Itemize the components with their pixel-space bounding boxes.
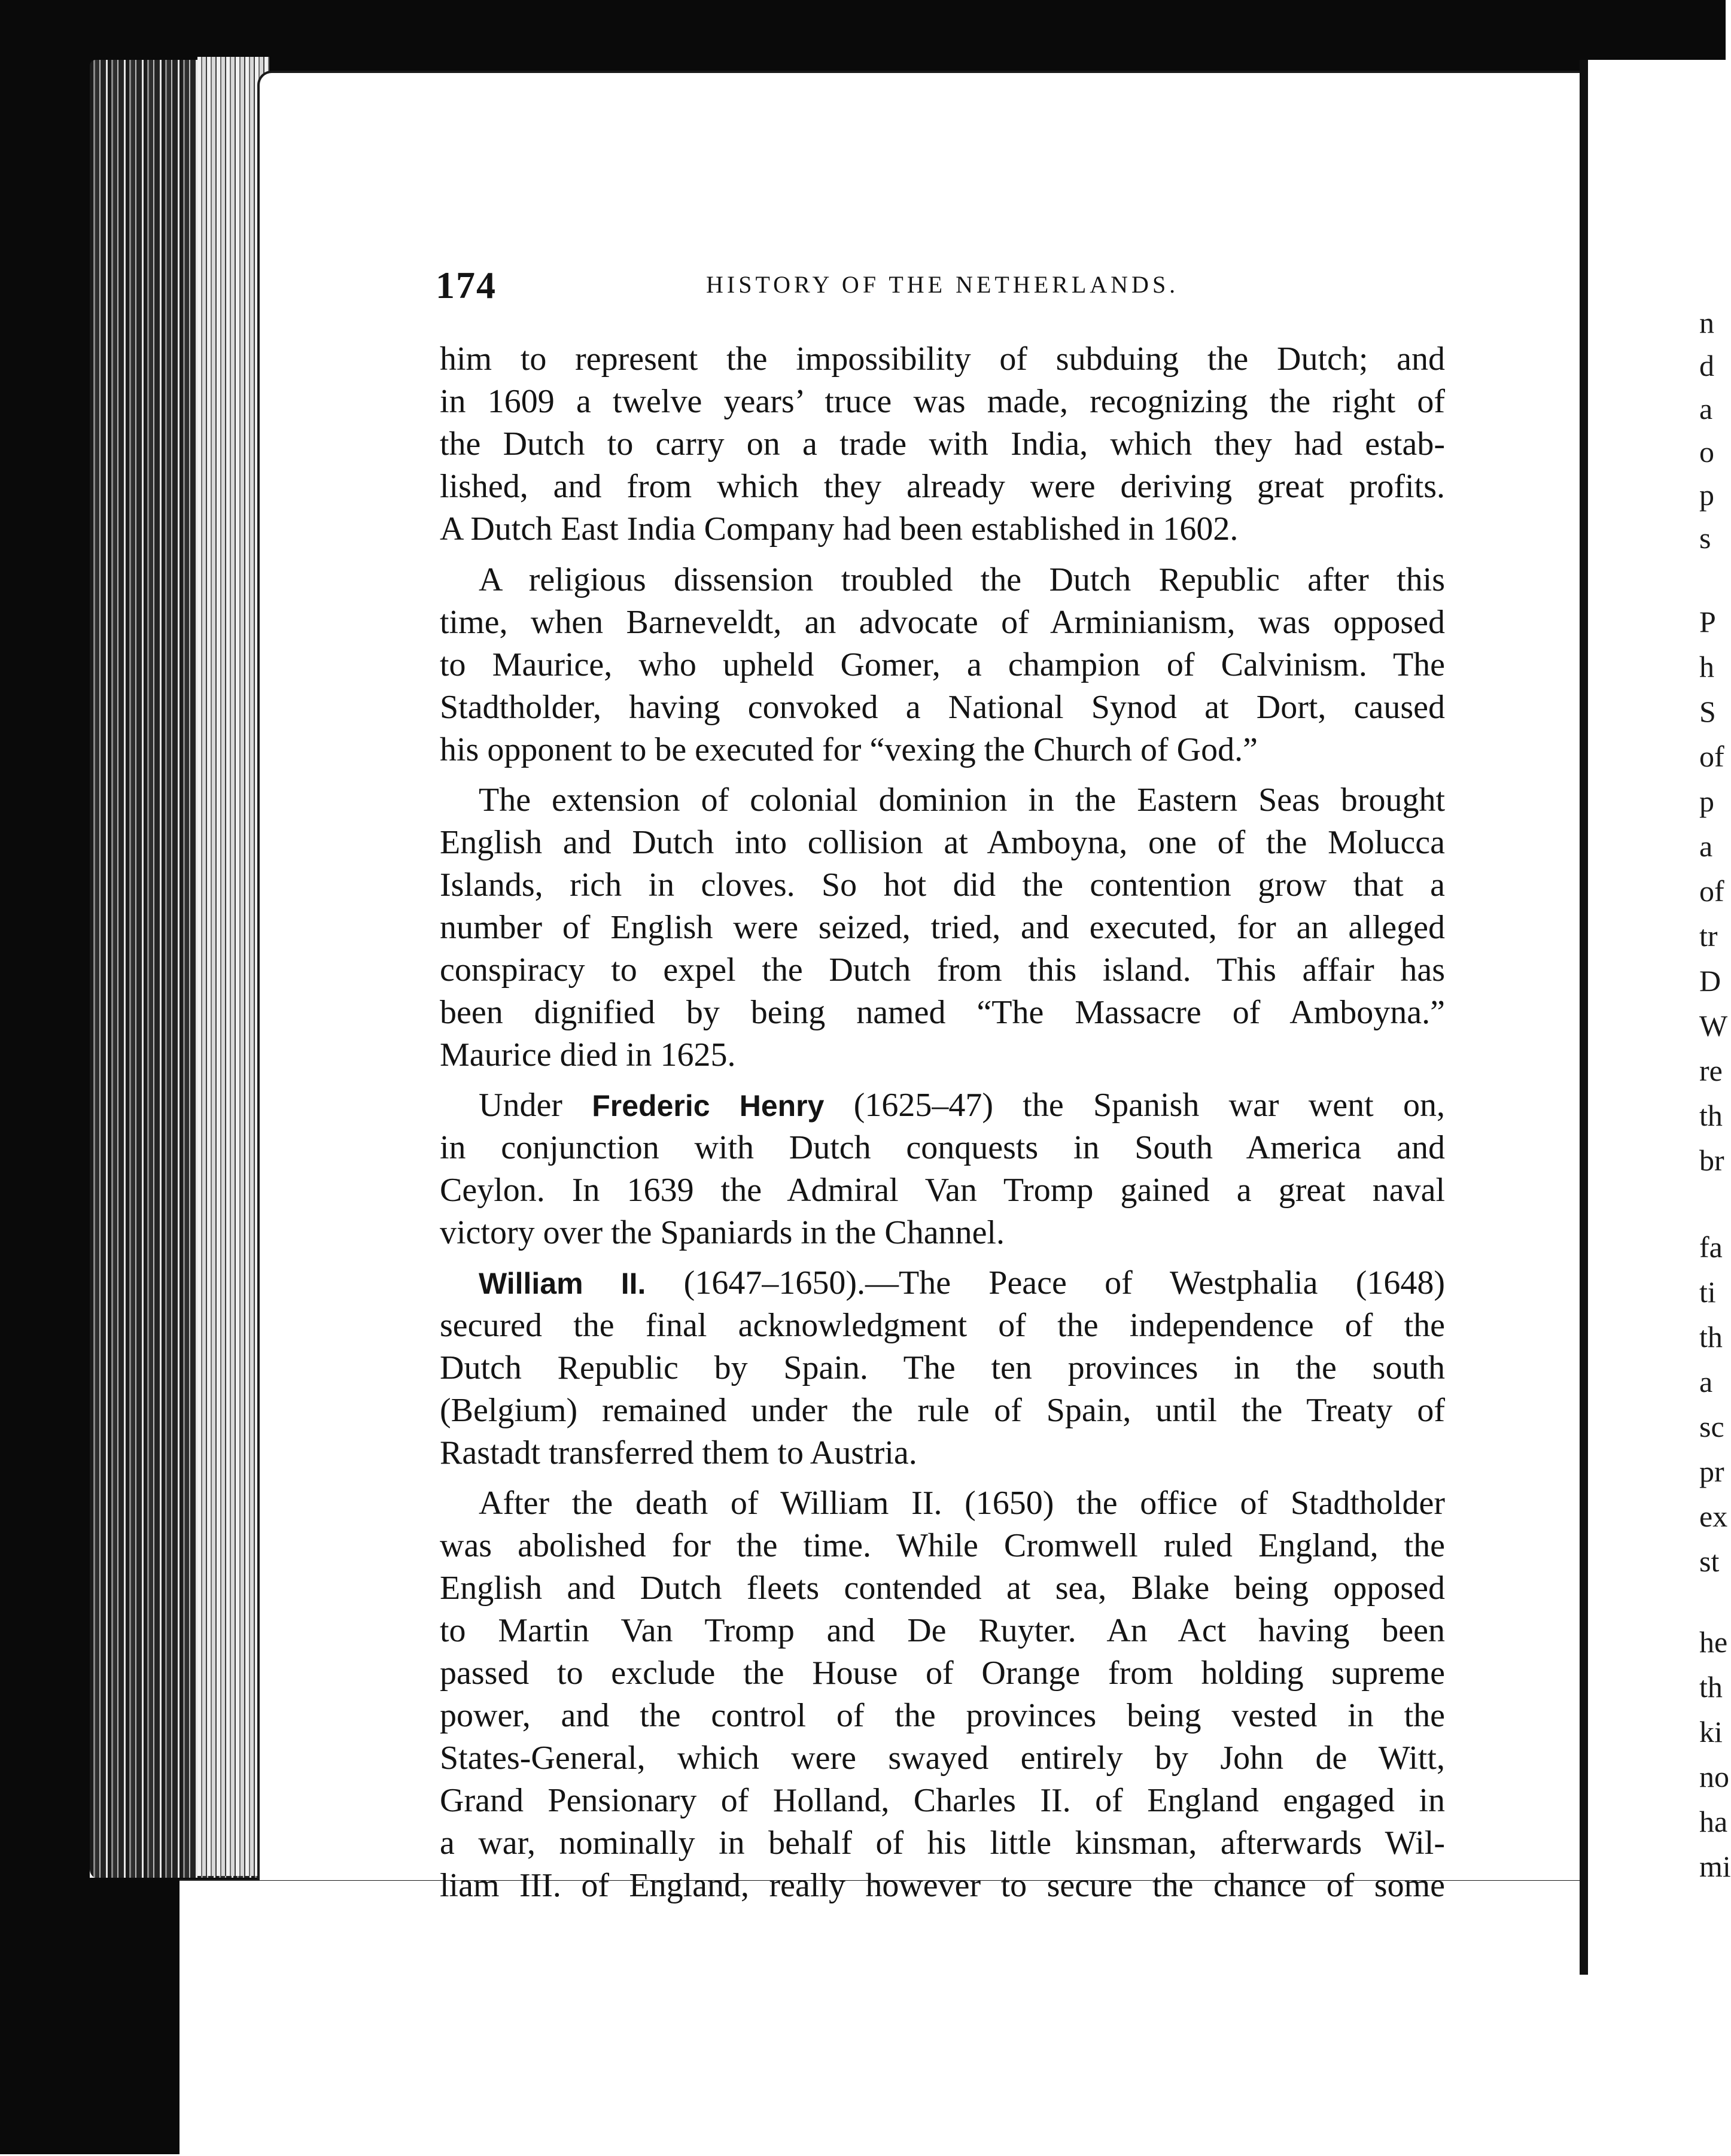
facing-fragment: st: [1699, 1544, 1720, 1578]
text-line: passed to exclude the House of Orange from holding supreme: [440, 1655, 1445, 1692]
text-line: States-General, which were swayed entirely by John de Witt,: [440, 1740, 1445, 1777]
facing-fragment: S: [1699, 695, 1716, 728]
facing-fragment: no: [1699, 1760, 1729, 1793]
facing-fragment: ti: [1699, 1275, 1716, 1309]
facing-fragment: of: [1699, 740, 1724, 773]
facing-fragment: h: [1699, 650, 1714, 683]
facing-fragment: d: [1699, 349, 1714, 382]
facing-fragment: o: [1699, 435, 1714, 469]
text-line: Rastadt transferred them to Austria.: [440, 1434, 917, 1471]
text-line: in conjunction with Dutch conquests in South America and: [440, 1129, 1445, 1166]
facing-fragment: ha: [1699, 1805, 1728, 1838]
facing-fragment: of: [1699, 874, 1724, 908]
text-line: Islands, rich in cloves. So hot did the contention grow that a: [440, 866, 1445, 904]
text-line: to Martin Van Tromp and De Ruyter. An Act having been: [440, 1612, 1445, 1649]
facing-fragment: th: [1699, 1320, 1723, 1354]
facing-fragment: p: [1699, 478, 1714, 512]
text-line: was abolished for the time. While Cromwell ruled England, the: [440, 1527, 1445, 1564]
text-line: Maurice died in 1625.: [440, 1036, 736, 1074]
facing-fragment: D: [1699, 964, 1721, 998]
text-line: English and Dutch into collision at Amboyna, one of the Molucca: [440, 824, 1445, 861]
bold-heading: William II.: [479, 1267, 646, 1300]
facing-fragment: th: [1699, 1670, 1723, 1704]
text-line: victory over the Spaniards in the Channel.: [440, 1214, 1005, 1251]
facing-fragment: fa: [1699, 1230, 1723, 1264]
text-line: a war, nominally in behalf of his little kinsman, afterwards Wil-: [440, 1824, 1445, 1862]
text-line: (Belgium) remained under the rule of Spain, until the Treaty of: [440, 1392, 1445, 1429]
text-line: power, and the control of the provinces being vested in the: [440, 1697, 1445, 1734]
facing-fragment: he: [1699, 1625, 1728, 1659]
facing-fragment: s: [1699, 521, 1711, 555]
text-line-lead: Under: [479, 1087, 592, 1124]
facing-fragment: pr: [1699, 1455, 1724, 1488]
text-line: liam III. of England, really however to secure the chance of some: [440, 1867, 1445, 1904]
text-line: in 1609 a twelve years’ truce was made, recognizing the right of: [440, 383, 1445, 420]
running-head: HISTORY OF THE NETHERLANDS.: [706, 271, 1179, 298]
text-line: him to represent the impossibility of subduing the Dutch; and: [440, 340, 1445, 378]
text-line: [479, 1263, 1445, 1306]
text-line-rest: (1647–1650).—The Peace of Westphalia (1648): [646, 1264, 1446, 1301]
facing-fragment: a: [1699, 829, 1713, 863]
facing-fragment: th: [1699, 1099, 1723, 1132]
text-line: Ceylon. In 1639 the Admiral Van Tromp gained a great naval: [440, 1172, 1445, 1209]
facing-fragment: br: [1699, 1144, 1724, 1177]
text-line: Stadtholder, having convoked a National Synod at Dort, caused: [440, 689, 1445, 726]
bold-heading: Frederic Henry: [592, 1089, 825, 1123]
text-line: his opponent to be executed for “vexing the Church of God.”: [440, 731, 1258, 768]
facing-fragment: tr: [1699, 919, 1718, 953]
text-line: secured the final acknowledgment of the independence of the: [440, 1307, 1445, 1344]
text-line: number of English were seized, tried, and executed, for an alleged: [440, 909, 1445, 946]
book-gutter: [1580, 60, 1588, 1975]
facing-fragment: mi: [1699, 1850, 1731, 1883]
facing-fragment: a: [1699, 1365, 1713, 1398]
text-line: Grand Pensionary of Holland, Charles II. of England engaged in: [440, 1782, 1445, 1819]
facing-fragment: ki: [1699, 1715, 1723, 1748]
text-line: conspiracy to expel the Dutch from this island. This affair has: [440, 951, 1445, 989]
text-line: been dignified by being named “The Massacre of Amboyna.”: [440, 994, 1445, 1031]
text-line: time, when Barneveldt, an advocate of Arminianism, was opposed: [440, 604, 1445, 641]
text-line: lished, and from which they already were deriving great profits.: [440, 468, 1445, 505]
text-line: [479, 1085, 1445, 1128]
facing-fragment: ex: [1699, 1500, 1728, 1533]
page-number: 174: [436, 264, 497, 306]
text-line: A Dutch East India Company had been established in 1602.: [440, 510, 1239, 548]
facing-fragment: p: [1699, 784, 1714, 818]
facing-fragment: n: [1699, 306, 1714, 339]
text-line: Dutch Republic by Spain. The ten provinces in the south: [440, 1349, 1445, 1386]
facing-fragment: W: [1699, 1009, 1728, 1042]
page-bottom-margin: [180, 1879, 1580, 2156]
facing-fragment: a: [1699, 392, 1713, 425]
facing-fragment: re: [1699, 1054, 1723, 1087]
facing-fragment: P: [1699, 605, 1716, 638]
text-line: the Dutch to carry on a trade with India, which they had estab-: [440, 425, 1445, 463]
text-line: English and Dutch fleets contended at sea, Blake being opposed: [440, 1570, 1445, 1607]
scan-background-left: [0, 0, 90, 2154]
facing-fragment: sc: [1699, 1410, 1724, 1443]
text-line: A religious dissension troubled the Dutch Republic after this: [479, 561, 1445, 598]
text-line: The extension of colonial dominion in the Eastern Seas brought: [479, 781, 1445, 819]
text-line-rest: (1625–47) the Spanish war went on,: [824, 1087, 1445, 1124]
text-line: to Maurice, who upheld Gomer, a champion of Calvinism. The: [440, 646, 1445, 683]
text-line: After the death of William II. (1650) the office of Stadtholder: [479, 1485, 1445, 1522]
